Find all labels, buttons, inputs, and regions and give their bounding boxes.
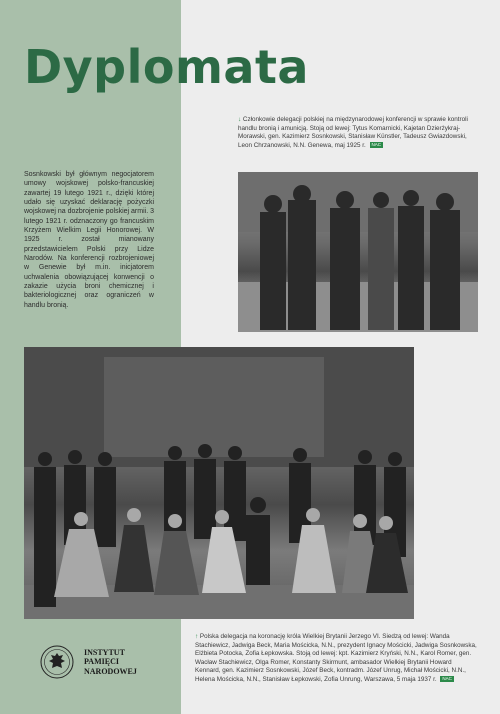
biography-text: Sosnkowski był głównym negocjatorem umowy wojskowej polsko-francuskiej zawartej 19 lutego 1921 r., dzięki której udało się uzyskać deklarację pożyczki wojskowej na dozbrojenie polskiej armii. 3 lutego 1921 r. odznaczony go francuskim Krzyżem Wielkim Legii Honorowej. W 1925 r. został mianowany przedstawicielem Polski przy Lidze Narodów. Na konferencji rozbrojeniowej w Genewie był m.in. inicjatorem uchwalenia obowiązującej konwencji o zakazie użycia broni chemicznej i bakteriologicznej oraz ograniczeń w handlu bronią. [24, 171, 154, 309]
logo-line-1: INSTYTUT [84, 648, 125, 657]
bottom-photo-caption [195, 633, 477, 685]
nac-source-badge: NAC [442, 675, 452, 681]
logo-line-3: NARODOWEJ [84, 666, 137, 676]
bottom-caption-text: Polska delegacja na koronację króla Wielkiej Brytanii Jerzego VI. Siedzą od lewej: Wanda Stachiewicz, Jadwiga Beck, Maria Mościcka, N.N., prezydent Ignacy Mościcki, Jadwiga Sosnkowska, Elżbieta Potocka, Zofia Łepkowska. Stoją od lewej: kpt. Kazimierz Kryński, N.N., Karol Romer, gen. Wacław Stachiewicz, Olga Romer, Konstanty Skirmunt, ambasador Wielkiej Brytanii Howard Kennard, gen. Kazimierz Sosnkowski, Józef Beck, kontradm. Józef Unrug, Michał Mościcki, N.N., Helena Mościcka, N.N., Stanisław Łepkowski, Zofia Unrung, Warszawa, 5 maja 1937 r. [195, 633, 477, 683]
ipn-logo-text [84, 648, 137, 676]
delegation-geneva-photo [238, 172, 478, 332]
arrow-up-icon: ↑ [195, 633, 199, 640]
logo-line-2: PAMIĘCI [84, 657, 119, 667]
arrow-down-icon: ↓ [238, 116, 242, 123]
top-photo-caption [238, 116, 474, 150]
page-title: Dyplomata [24, 40, 309, 94]
coronation-delegation-photo [24, 347, 414, 619]
ipn-eagle-seal-icon [40, 645, 74, 679]
nac-source-badge: NAC [371, 141, 382, 147]
top-caption-text: Członkowie delegacji polskiej na międzynarodowej konferencji w sprawie kontroli handlu bronią i amunicją. Stoją od lewej: Tytus Komarnicki, Kajetan Dzierżykraj-Morawski, gen. Kazimierz Sosnkowski, Stanisław Künstler, Tadeusz Gwiazdowski, Leon Chrzanowski, N.N. Genewa, maj 1925 r. [238, 116, 468, 149]
